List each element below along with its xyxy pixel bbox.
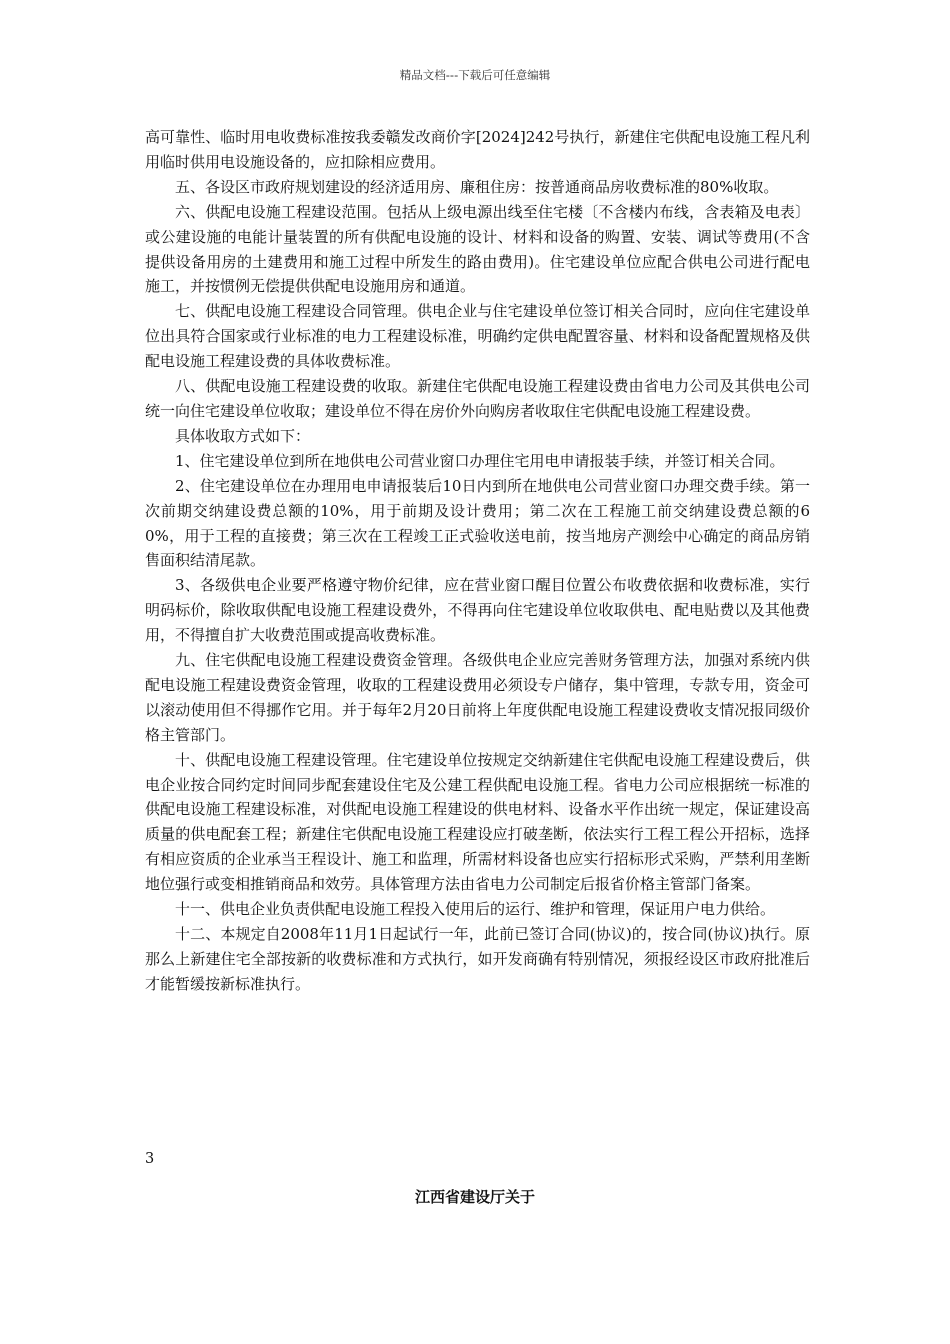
paragraph: 九、住宅供配电设施工程建设费资金管理。各级供电企业应完善财务管理方法，加强对系统内供配电设施工程建设费资金管理，收取的工程建设费用必须设专户储存，集中管理，专款专用，资金可以滚动使用但不得挪作它用。并于每年2月20日前将上年度供配电设施工程建设费收支情况报同级价格主管部门。 xyxy=(145,651,810,744)
paragraph: 2、住宅建设单位在办理用电申请报装后10日内到所在地供电公司营业窗口办理交费手续。第一次前期交纳建设费总额的10%，用于前期及设计费用；第二次在工程施工前交纳建设费总额的60%，用于工程的直接费；第三次在工程竣工正式验收送电前，按当地房产测绘中心确定的商品房销售面积结清尾款。 xyxy=(145,476,810,570)
next-section-title: 江西省建设厅关于 xyxy=(414,1188,535,1206)
page-number: 3 xyxy=(145,1151,155,1167)
paragraph: 十、供配电设施工程建设管理。住宅建设单位按规定交纳新建住宅供配电设施工程建设费后，供电企业按合同约定时间同步配套建设住宅及公建工程供配电设施工程。省电力公司应根据统一标准的供配电设施工程建设标准，对供配电设施工程建设的供电材料、设备水平作出统一规定，保证建设高质量的供电配套工程；新建住宅供配电设施工程建设应打破垄断，依法实行工程工程公开招标，选择有相应资质的企业承当王程设计、施工和监理，所需材料设备也应实行招标形式采购，严禁利用垄断地位强行或变相推销商品和效劳。具体管理方法由省电力公司制定后报省价格主管部门备案。 xyxy=(145,750,810,894)
paragraph: 高可靠性、临时用电收费标准按我委赣发改商价字[2024]242号执行，新建住宅供配电设施工程凡利用临时供用电设施设备的，应扣除相应费用。 xyxy=(145,128,810,171)
paragraph: 十二、本规定自2008年11月1日起试行一年，此前已签订合同(协议)的，按合同(协议)执行。原那么上新建住宅全部按新的收费标准和方式执行，如开发商确有特别情况，须报经设区市政府批准后才能暂缓按新标准执行。 xyxy=(145,925,810,993)
paragraph: 六、供配电设施工程建设范围。包括从上级电源出线至住宅楼〔不含楼内布线，含表箱及电表〕或公建设施的电能计量装置的所有供配电设施的设计、材料和设备的购置、安装、调试等费用(不含提供设备用房的土建费用和施工过程中所发生的路由费用)。住宅建设单位应配合供电公司进行配电施工，并按惯例无偿提供供配电设施用房和通道。 xyxy=(145,202,810,296)
paragraph: 八、供配电设施工程建设费的收取。新建住宅供配电设施工程建设费由省电力公司及其供电公司统一向住宅建设单位收取；建设单位不得在房价外向购房者收取住宅供配电设施工程建设费。 xyxy=(145,377,810,420)
document-body xyxy=(145,125,810,997)
paragraph: 3、各级供电企业要严格遵守物价纪律，应在营业窗口醒目位置公布收费依据和收费标准，实行明码标价，除收取供配电设施工程建设费外，不得再向住宅建设单位收取供电、配电贴费以及其他费用，不得擅自扩大收费范围或提高收费标准。 xyxy=(145,576,810,645)
paragraph: 1、住宅建设单位到所在地供电公司营业窗口办理住宅用电申请报装手续，并签订相关合同。 xyxy=(175,451,785,470)
paragraph: 七、供配电设施工程建设合同管理。供电企业与住宅建设单位签订相关合同时，应向住宅建设单位出具符合国家或行业标准的电力工程建设标准，明确约定供电配置容量、材料和设备配置规格及供配电设施工程建设费的具体收费标准。 xyxy=(145,302,810,371)
page-header: 精品文档---下载后可任意编辑 xyxy=(399,68,551,82)
paragraph: 十一、供电企业负责供配电设施工程投入使用后的运行、维护和管理，保证用户电力供给。 xyxy=(175,900,776,919)
paragraph: 具体收取方式如下： xyxy=(175,426,311,445)
paragraph: 五、各设区市政府规划建设的经济适用房、廉租住房：按普通商品房收费标准的80%收取。 xyxy=(175,177,779,196)
